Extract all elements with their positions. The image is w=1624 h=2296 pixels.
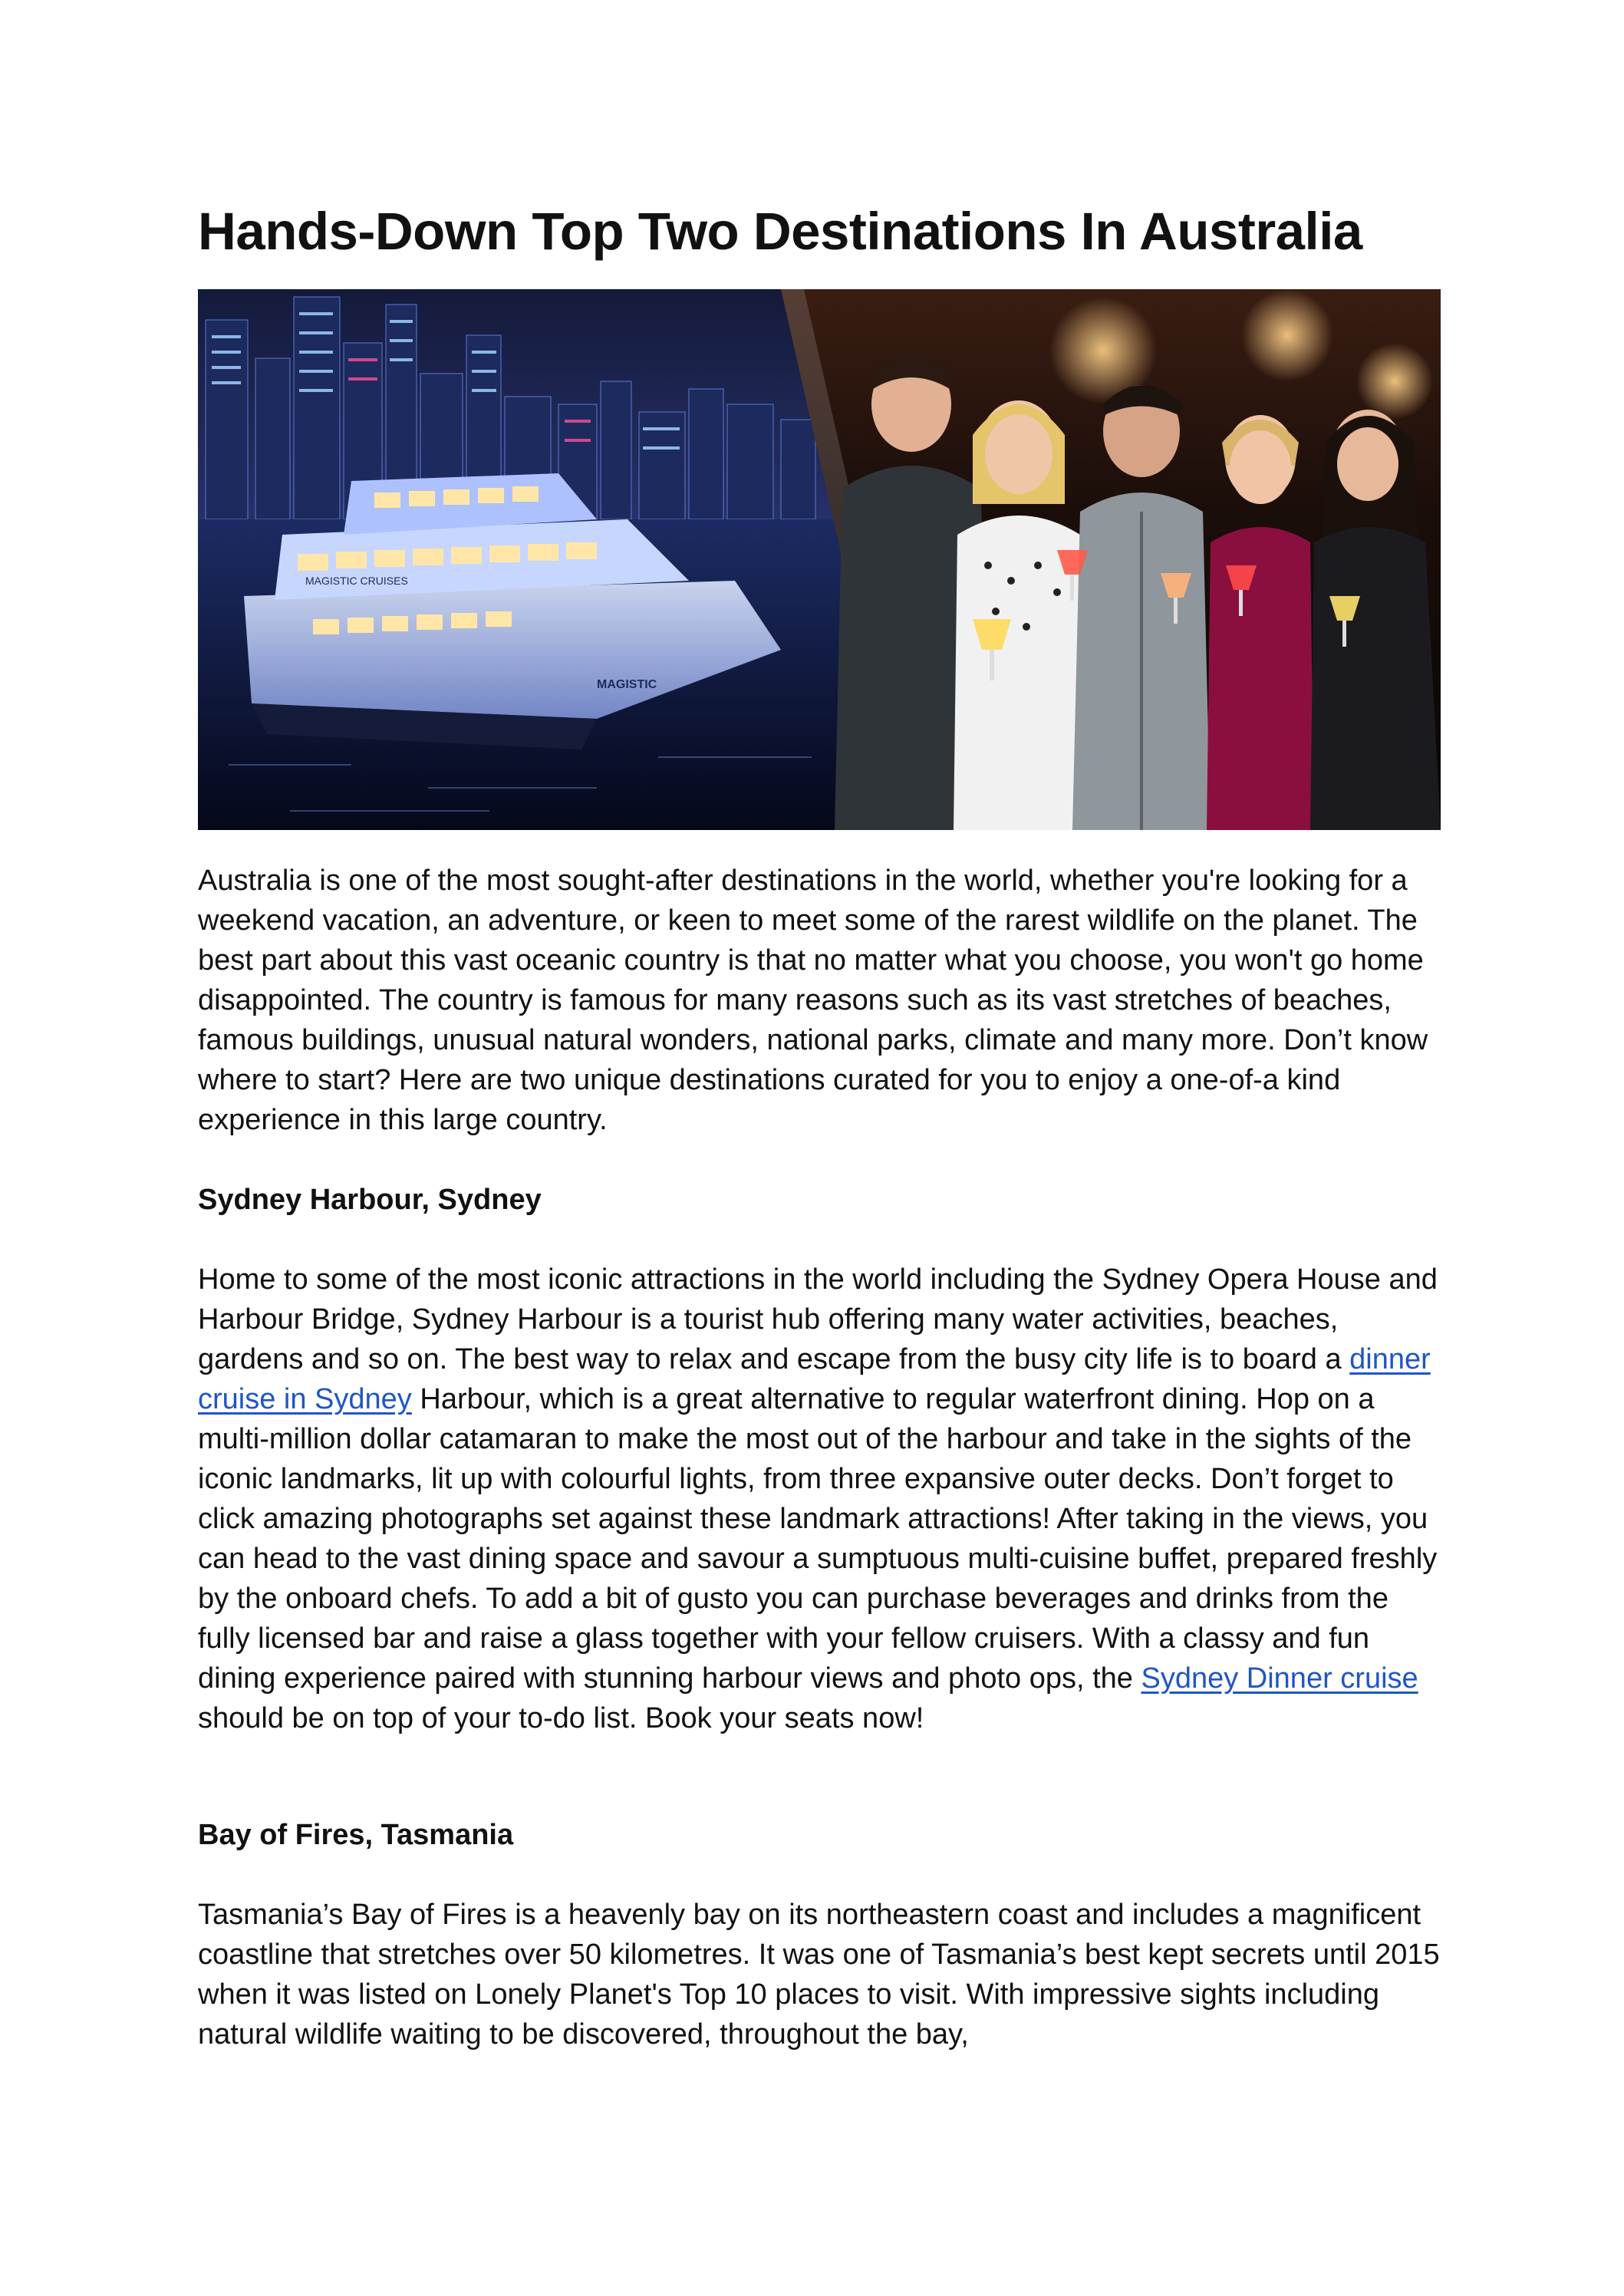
- hero-image: [198, 289, 1441, 830]
- article: [198, 201, 1441, 2054]
- bay-of-fires-paragraph: Tasmania’s Bay of Fires is a heavenly bay on its northeastern coast and includes a magnificent coastline that stretches over 50 kilometres. It was one of Tasmania’s best kept secrets until 2015 when it was listed on Lonely Planet's Top 10 places to visit. With impressive sights including natural wildlife waiting to be discovered, throughout the bay,: [198, 1899, 1440, 2051]
- dinner-cruise-in-sydney-link[interactable]: dinner cruise in Sydney: [198, 1343, 1431, 1416]
- ship-name-text: MAGISTIC CRUISES: [305, 575, 408, 588]
- page-title: Hands-Down Top Two Destinations In Australia: [198, 202, 1362, 261]
- hero-image-illustration: [198, 289, 1441, 830]
- sydney-harbour-paragraph: [198, 1260, 1441, 1738]
- intro-paragraph: Australia is one of the most sought-after destinations in the world, whether you're looking for a weekend vacation, an adventure, or keen to meet some of the rarest wildlife on the planet. The best part about this vast oceanic country is that no matter what you choose, you won't go home disappointed. The country is famous for many reasons such as its vast stretches of beaches, famous buildings, unusual natural wonders, national parks, climate and many more. Don’t know where to start? Here are two unique destinations curated for you to enjoy a one-of-a kind experience in this large country.: [198, 865, 1428, 1137]
- section-heading-bay-of-fires: Bay of Fires, Tasmania: [198, 1819, 514, 1852]
- sydney-text-part-2: Harbour, which is a great alternative to regular waterfront dining. Hop on a multi-million dollar catamaran to make the most out of the harbour and take in the sights of the iconic landmarks, lit up with colourful lights, from three expansive outer decks. Don’t forget to click amazing photographs set against these landmark attractions! After taking in the views, you can head to the vast dining space and savour a sumptuous multi-cuisine buffet, prepared freshly by the onboard chefs. To add a bit of gusto you can purchase beverages and drinks from the fully licensed bar and raise a glass together with your fellow cruisers. With a classy and fun dining experience paired with stunning harbour views and photo ops, the: [198, 1383, 1438, 1695]
- dining-people-scene: [781, 289, 1441, 830]
- sydney-dinner-cruise-link[interactable]: Sydney Dinner cruise: [1141, 1662, 1418, 1695]
- sydney-text-part-1: Home to some of the most iconic attractions in the world including the Sydney Opera House and Harbour Bridge, Sydney Harbour is a tourist hub offering many water activities, beaches, gardens and so on. The best way to relax and escape from the busy city life is to board a: [198, 1263, 1438, 1376]
- sydney-text-part-3: should be on top of your to-do list. Book your seats now!: [198, 1702, 924, 1735]
- ship-hull-text: MAGISTIC: [597, 678, 657, 692]
- section-heading-sydney-harbour: Sydney Harbour, Sydney: [198, 1184, 542, 1217]
